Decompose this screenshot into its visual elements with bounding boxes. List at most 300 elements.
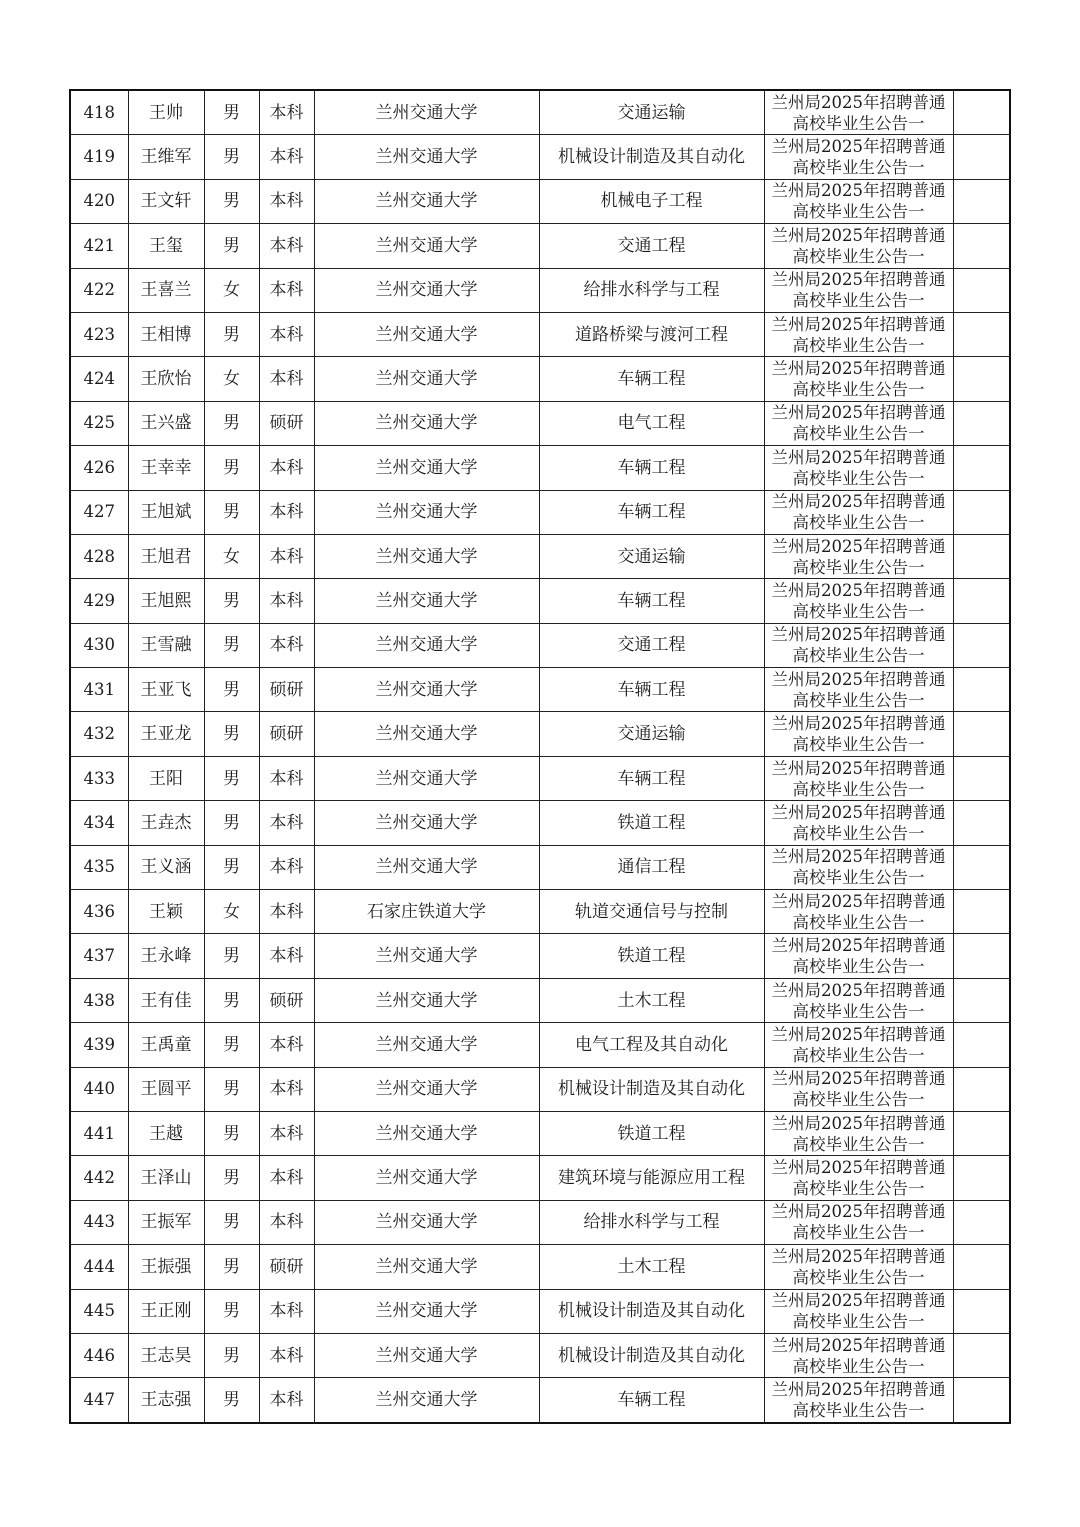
row-number: 433 <box>70 756 128 800</box>
notice-line-1: 兰州局2025年招聘普通 <box>771 1246 946 1266</box>
remarks-cell <box>953 357 1010 401</box>
candidate-degree: 本科 <box>259 1378 314 1423</box>
candidate-gender: 男 <box>204 845 259 889</box>
table-row <box>70 1111 1010 1155</box>
notice-line-1: 兰州局2025年招聘普通 <box>771 359 946 379</box>
candidate-gender: 男 <box>204 756 259 800</box>
candidate-major: 机械设计制造及其自动化 <box>539 1289 764 1333</box>
remarks-cell <box>953 1378 1010 1423</box>
candidate-major: 给排水科学与工程 <box>539 1200 764 1244</box>
candidate-name: 王雪融 <box>128 623 204 667</box>
candidate-name: 王正刚 <box>128 1289 204 1333</box>
row-number: 442 <box>70 1156 128 1200</box>
candidate-gender: 男 <box>204 1289 259 1333</box>
candidate-degree: 本科 <box>259 90 314 135</box>
candidate-major: 交通运输 <box>539 534 764 578</box>
candidate-school: 兰州交通大学 <box>314 357 539 401</box>
candidate-major: 车辆工程 <box>539 756 764 800</box>
candidate-gender: 女 <box>204 534 259 578</box>
candidate-name: 王兴盛 <box>128 401 204 445</box>
candidate-degree: 本科 <box>259 1200 314 1244</box>
notice-line-1: 兰州局2025年招聘普通 <box>771 403 946 423</box>
notice-line-2: 高校毕业生公告一 <box>792 557 925 577</box>
row-number: 434 <box>70 801 128 845</box>
notice-line-1: 兰州局2025年招聘普通 <box>771 492 946 512</box>
candidate-gender: 男 <box>204 934 259 978</box>
row-number: 426 <box>70 446 128 490</box>
notice-line-2: 高校毕业生公告一 <box>792 823 925 843</box>
remarks-cell <box>953 490 1010 534</box>
remarks-cell <box>953 1111 1010 1155</box>
candidate-name: 王圆平 <box>128 1067 204 1111</box>
candidate-name: 王相博 <box>128 312 204 356</box>
candidate-name: 王亚飞 <box>128 668 204 712</box>
candidate-degree: 本科 <box>259 1156 314 1200</box>
candidate-name: 王旭熙 <box>128 579 204 623</box>
candidate-name: 王维军 <box>128 135 204 179</box>
table-row <box>70 90 1010 135</box>
candidate-name: 王亚龙 <box>128 712 204 756</box>
candidate-major: 电气工程 <box>539 401 764 445</box>
candidate-school: 兰州交通大学 <box>314 934 539 978</box>
candidate-degree: 本科 <box>259 801 314 845</box>
candidate-school: 兰州交通大学 <box>314 179 539 223</box>
recruitment-notice <box>764 90 953 135</box>
recruitment-roster-table <box>69 89 1011 1424</box>
candidate-major: 机械设计制造及其自动化 <box>539 135 764 179</box>
candidate-degree: 本科 <box>259 490 314 534</box>
notice-line-1: 兰州局2025年招聘普通 <box>771 1158 946 1178</box>
candidate-name: 王义涵 <box>128 845 204 889</box>
candidate-school: 兰州交通大学 <box>314 1378 539 1423</box>
row-number: 423 <box>70 312 128 356</box>
notice-line-2: 高校毕业生公告一 <box>792 1045 925 1065</box>
notice-line-1: 兰州局2025年招聘普通 <box>771 1335 946 1355</box>
recruitment-notice <box>764 756 953 800</box>
notice-line-2: 高校毕业生公告一 <box>792 646 925 666</box>
row-number: 438 <box>70 978 128 1022</box>
recruitment-notice <box>764 268 953 312</box>
candidate-major: 土木工程 <box>539 1245 764 1289</box>
table-row <box>70 756 1010 800</box>
notice-line-1: 兰州局2025年招聘普通 <box>771 137 946 157</box>
remarks-cell <box>953 756 1010 800</box>
remarks-cell <box>953 1200 1010 1244</box>
row-number: 421 <box>70 224 128 268</box>
candidate-name: 王欣怡 <box>128 357 204 401</box>
candidate-school: 兰州交通大学 <box>314 401 539 445</box>
candidate-degree: 本科 <box>259 579 314 623</box>
candidate-gender: 男 <box>204 978 259 1022</box>
remarks-cell <box>953 534 1010 578</box>
notice-line-2: 高校毕业生公告一 <box>792 513 925 533</box>
candidate-degree: 硕研 <box>259 978 314 1022</box>
candidate-name: 王越 <box>128 1111 204 1155</box>
table-row <box>70 668 1010 712</box>
candidate-school: 兰州交通大学 <box>314 623 539 667</box>
candidate-gender: 男 <box>204 312 259 356</box>
candidate-degree: 本科 <box>259 312 314 356</box>
candidate-school: 兰州交通大学 <box>314 1333 539 1377</box>
candidate-degree: 本科 <box>259 268 314 312</box>
remarks-cell <box>953 623 1010 667</box>
recruitment-notice <box>764 579 953 623</box>
candidate-gender: 男 <box>204 579 259 623</box>
table-row <box>70 801 1010 845</box>
row-number: 437 <box>70 934 128 978</box>
notice-line-2: 高校毕业生公告一 <box>792 601 925 621</box>
remarks-cell <box>953 90 1010 135</box>
row-number: 444 <box>70 1245 128 1289</box>
row-number: 422 <box>70 268 128 312</box>
row-number: 445 <box>70 1289 128 1333</box>
table-row <box>70 490 1010 534</box>
candidate-school: 兰州交通大学 <box>314 579 539 623</box>
row-number: 428 <box>70 534 128 578</box>
table-row <box>70 1333 1010 1377</box>
candidate-gender: 女 <box>204 890 259 934</box>
recruitment-notice <box>764 978 953 1022</box>
candidate-name: 王志昊 <box>128 1333 204 1377</box>
recruitment-notice <box>764 1200 953 1244</box>
table-row <box>70 446 1010 490</box>
candidate-name: 王垚杰 <box>128 801 204 845</box>
candidate-degree: 本科 <box>259 534 314 578</box>
table-row <box>70 268 1010 312</box>
candidate-major: 铁道工程 <box>539 934 764 978</box>
notice-line-1: 兰州局2025年招聘普通 <box>771 270 946 290</box>
candidate-major: 建筑环境与能源应用工程 <box>539 1156 764 1200</box>
notice-line-1: 兰州局2025年招聘普通 <box>771 536 946 556</box>
notice-line-2: 高校毕业生公告一 <box>792 779 925 799</box>
notice-line-1: 兰州局2025年招聘普通 <box>771 314 946 334</box>
candidate-school: 兰州交通大学 <box>314 756 539 800</box>
notice-line-1: 兰州局2025年招聘普通 <box>771 891 946 911</box>
candidate-school: 兰州交通大学 <box>314 1023 539 1067</box>
candidate-degree: 硕研 <box>259 668 314 712</box>
recruitment-notice <box>764 1245 953 1289</box>
recruitment-notice <box>764 534 953 578</box>
candidate-degree: 本科 <box>259 1067 314 1111</box>
notice-line-2: 高校毕业生公告一 <box>792 113 925 133</box>
row-number: 420 <box>70 179 128 223</box>
notice-line-1: 兰州局2025年招聘普通 <box>771 847 946 867</box>
notice-line-2: 高校毕业生公告一 <box>792 1001 925 1021</box>
notice-line-2: 高校毕业生公告一 <box>792 1179 925 1199</box>
table-row <box>70 712 1010 756</box>
notice-line-2: 高校毕业生公告一 <box>792 424 925 444</box>
candidate-gender: 男 <box>204 179 259 223</box>
candidate-school: 兰州交通大学 <box>314 668 539 712</box>
candidate-major: 铁道工程 <box>539 1111 764 1155</box>
candidate-gender: 男 <box>204 224 259 268</box>
candidate-major: 机械设计制造及其自动化 <box>539 1067 764 1111</box>
notice-line-2: 高校毕业生公告一 <box>792 158 925 178</box>
candidate-name: 王幸幸 <box>128 446 204 490</box>
candidate-gender: 男 <box>204 1156 259 1200</box>
candidate-name: 王泽山 <box>128 1156 204 1200</box>
notice-line-1: 兰州局2025年招聘普通 <box>771 758 946 778</box>
candidate-name: 王振军 <box>128 1200 204 1244</box>
recruitment-notice <box>764 801 953 845</box>
recruitment-notice <box>764 1023 953 1067</box>
candidate-degree: 本科 <box>259 357 314 401</box>
candidate-degree: 本科 <box>259 845 314 889</box>
candidate-degree: 硕研 <box>259 401 314 445</box>
remarks-cell <box>953 1333 1010 1377</box>
candidate-gender: 男 <box>204 135 259 179</box>
remarks-cell <box>953 890 1010 934</box>
candidate-school: 石家庄铁道大学 <box>314 890 539 934</box>
candidate-name: 王喜兰 <box>128 268 204 312</box>
notice-line-2: 高校毕业生公告一 <box>792 735 925 755</box>
candidate-degree: 本科 <box>259 1289 314 1333</box>
candidate-name: 王文轩 <box>128 179 204 223</box>
candidate-gender: 男 <box>204 90 259 135</box>
recruitment-notice <box>764 357 953 401</box>
notice-line-2: 高校毕业生公告一 <box>792 1356 925 1376</box>
candidate-school: 兰州交通大学 <box>314 312 539 356</box>
candidate-school: 兰州交通大学 <box>314 1200 539 1244</box>
remarks-cell <box>953 1245 1010 1289</box>
notice-line-2: 高校毕业生公告一 <box>792 380 925 400</box>
candidate-major: 轨道交通信号与控制 <box>539 890 764 934</box>
candidate-major: 机械设计制造及其自动化 <box>539 1333 764 1377</box>
candidate-major: 车辆工程 <box>539 446 764 490</box>
notice-line-1: 兰州局2025年招聘普通 <box>771 92 946 112</box>
candidate-gender: 男 <box>204 801 259 845</box>
notice-line-2: 高校毕业生公告一 <box>792 1223 925 1243</box>
table-row <box>70 890 1010 934</box>
notice-line-1: 兰州局2025年招聘普通 <box>771 181 946 201</box>
row-number: 441 <box>70 1111 128 1155</box>
candidate-major: 道路桥梁与渡河工程 <box>539 312 764 356</box>
candidate-school: 兰州交通大学 <box>314 90 539 135</box>
candidate-name: 王帅 <box>128 90 204 135</box>
candidate-school: 兰州交通大学 <box>314 1156 539 1200</box>
row-number: 418 <box>70 90 128 135</box>
candidate-gender: 男 <box>204 490 259 534</box>
candidate-name: 王禹童 <box>128 1023 204 1067</box>
notice-line-2: 高校毕业生公告一 <box>792 1090 925 1110</box>
row-number: 429 <box>70 579 128 623</box>
recruitment-notice <box>764 1067 953 1111</box>
notice-line-1: 兰州局2025年招聘普通 <box>771 802 946 822</box>
remarks-cell <box>953 135 1010 179</box>
candidate-school: 兰州交通大学 <box>314 801 539 845</box>
roster-body <box>70 90 1010 1423</box>
remarks-cell <box>953 224 1010 268</box>
notice-line-2: 高校毕业生公告一 <box>792 1401 925 1421</box>
table-row <box>70 1289 1010 1333</box>
row-number: 436 <box>70 890 128 934</box>
notice-line-1: 兰州局2025年招聘普通 <box>771 625 946 645</box>
candidate-gender: 男 <box>204 1333 259 1377</box>
notice-line-2: 高校毕业生公告一 <box>792 246 925 266</box>
candidate-gender: 男 <box>204 1067 259 1111</box>
row-number: 430 <box>70 623 128 667</box>
candidate-degree: 本科 <box>259 934 314 978</box>
candidate-name: 王振强 <box>128 1245 204 1289</box>
candidate-school: 兰州交通大学 <box>314 534 539 578</box>
recruitment-notice <box>764 668 953 712</box>
candidate-degree: 本科 <box>259 890 314 934</box>
notice-line-2: 高校毕业生公告一 <box>792 1267 925 1287</box>
table-row <box>70 357 1010 401</box>
remarks-cell <box>953 1289 1010 1333</box>
table-row <box>70 1023 1010 1067</box>
table-row <box>70 179 1010 223</box>
table-row <box>70 934 1010 978</box>
recruitment-notice <box>764 401 953 445</box>
candidate-name: 王旭君 <box>128 534 204 578</box>
candidate-school: 兰州交通大学 <box>314 978 539 1022</box>
candidate-name: 王永峰 <box>128 934 204 978</box>
candidate-degree: 本科 <box>259 756 314 800</box>
table-row <box>70 978 1010 1022</box>
candidate-name: 王玺 <box>128 224 204 268</box>
recruitment-notice <box>764 135 953 179</box>
candidate-gender: 男 <box>204 446 259 490</box>
recruitment-notice <box>764 845 953 889</box>
candidate-degree: 本科 <box>259 224 314 268</box>
recruitment-notice <box>764 179 953 223</box>
table-row <box>70 1067 1010 1111</box>
candidate-major: 交通工程 <box>539 224 764 268</box>
table-row <box>70 1200 1010 1244</box>
table-row <box>70 845 1010 889</box>
remarks-cell <box>953 801 1010 845</box>
candidate-degree: 本科 <box>259 623 314 667</box>
notice-line-1: 兰州局2025年招聘普通 <box>771 580 946 600</box>
recruitment-notice <box>764 1378 953 1423</box>
candidate-gender: 男 <box>204 712 259 756</box>
candidate-school: 兰州交通大学 <box>314 1289 539 1333</box>
remarks-cell <box>953 978 1010 1022</box>
notice-line-1: 兰州局2025年招聘普通 <box>771 1113 946 1133</box>
candidate-major: 车辆工程 <box>539 1378 764 1423</box>
candidate-name: 王志强 <box>128 1378 204 1423</box>
notice-line-1: 兰州局2025年招聘普通 <box>771 980 946 1000</box>
candidate-gender: 男 <box>204 623 259 667</box>
candidate-degree: 本科 <box>259 446 314 490</box>
row-number: 439 <box>70 1023 128 1067</box>
remarks-cell <box>953 1067 1010 1111</box>
remarks-cell <box>953 934 1010 978</box>
table-row <box>70 224 1010 268</box>
row-number: 419 <box>70 135 128 179</box>
table-row <box>70 135 1010 179</box>
remarks-cell <box>953 401 1010 445</box>
remarks-cell <box>953 1156 1010 1200</box>
notice-line-1: 兰州局2025年招聘普通 <box>771 1024 946 1044</box>
candidate-school: 兰州交通大学 <box>314 1245 539 1289</box>
candidate-school: 兰州交通大学 <box>314 1111 539 1155</box>
candidate-major: 车辆工程 <box>539 357 764 401</box>
notice-line-1: 兰州局2025年招聘普通 <box>771 1069 946 1089</box>
candidate-school: 兰州交通大学 <box>314 135 539 179</box>
row-number: 432 <box>70 712 128 756</box>
recruitment-notice <box>764 490 953 534</box>
candidate-gender: 男 <box>204 1023 259 1067</box>
notice-line-2: 高校毕业生公告一 <box>792 291 925 311</box>
table-row <box>70 623 1010 667</box>
table-row <box>70 1156 1010 1200</box>
notice-line-2: 高校毕业生公告一 <box>792 1134 925 1154</box>
recruitment-notice <box>764 934 953 978</box>
notice-line-1: 兰州局2025年招聘普通 <box>771 1291 946 1311</box>
candidate-gender: 女 <box>204 357 259 401</box>
remarks-cell <box>953 446 1010 490</box>
recruitment-notice <box>764 1111 953 1155</box>
recruitment-notice <box>764 446 953 490</box>
row-number: 425 <box>70 401 128 445</box>
candidate-school: 兰州交通大学 <box>314 446 539 490</box>
notice-line-1: 兰州局2025年招聘普通 <box>771 225 946 245</box>
recruitment-notice <box>764 1333 953 1377</box>
candidate-gender: 男 <box>204 1200 259 1244</box>
notice-line-1: 兰州局2025年招聘普通 <box>771 447 946 467</box>
notice-line-1: 兰州局2025年招聘普通 <box>771 714 946 734</box>
candidate-major: 通信工程 <box>539 845 764 889</box>
candidate-degree: 本科 <box>259 1111 314 1155</box>
candidate-degree: 硕研 <box>259 712 314 756</box>
row-number: 447 <box>70 1378 128 1423</box>
row-number: 446 <box>70 1333 128 1377</box>
notice-line-2: 高校毕业生公告一 <box>792 690 925 710</box>
row-number: 435 <box>70 845 128 889</box>
recruitment-notice <box>764 224 953 268</box>
recruitment-notice <box>764 1289 953 1333</box>
candidate-gender: 男 <box>204 1245 259 1289</box>
recruitment-notice <box>764 712 953 756</box>
table-row <box>70 1245 1010 1289</box>
notice-line-2: 高校毕业生公告一 <box>792 202 925 222</box>
candidate-gender: 男 <box>204 668 259 712</box>
candidate-major: 车辆工程 <box>539 490 764 534</box>
candidate-degree: 本科 <box>259 1023 314 1067</box>
candidate-degree: 本科 <box>259 179 314 223</box>
candidate-major: 电气工程及其自动化 <box>539 1023 764 1067</box>
candidate-name: 王阳 <box>128 756 204 800</box>
candidate-school: 兰州交通大学 <box>314 490 539 534</box>
recruitment-notice <box>764 623 953 667</box>
candidate-school: 兰州交通大学 <box>314 845 539 889</box>
remarks-cell <box>953 268 1010 312</box>
candidate-name: 王颖 <box>128 890 204 934</box>
notice-line-2: 高校毕业生公告一 <box>792 912 925 932</box>
candidate-school: 兰州交通大学 <box>314 224 539 268</box>
recruitment-notice <box>764 1156 953 1200</box>
table-row <box>70 579 1010 623</box>
candidate-name: 王有佳 <box>128 978 204 1022</box>
notice-line-1: 兰州局2025年招聘普通 <box>771 1202 946 1222</box>
candidate-gender: 男 <box>204 1378 259 1423</box>
row-number: 427 <box>70 490 128 534</box>
recruitment-notice <box>764 312 953 356</box>
notice-line-1: 兰州局2025年招聘普通 <box>771 1380 946 1400</box>
candidate-school: 兰州交通大学 <box>314 1067 539 1111</box>
recruitment-notice <box>764 890 953 934</box>
candidate-major: 铁道工程 <box>539 801 764 845</box>
remarks-cell <box>953 179 1010 223</box>
remarks-cell <box>953 845 1010 889</box>
notice-line-2: 高校毕业生公告一 <box>792 335 925 355</box>
candidate-major: 交通运输 <box>539 712 764 756</box>
row-number: 440 <box>70 1067 128 1111</box>
remarks-cell <box>953 579 1010 623</box>
candidate-gender: 男 <box>204 401 259 445</box>
